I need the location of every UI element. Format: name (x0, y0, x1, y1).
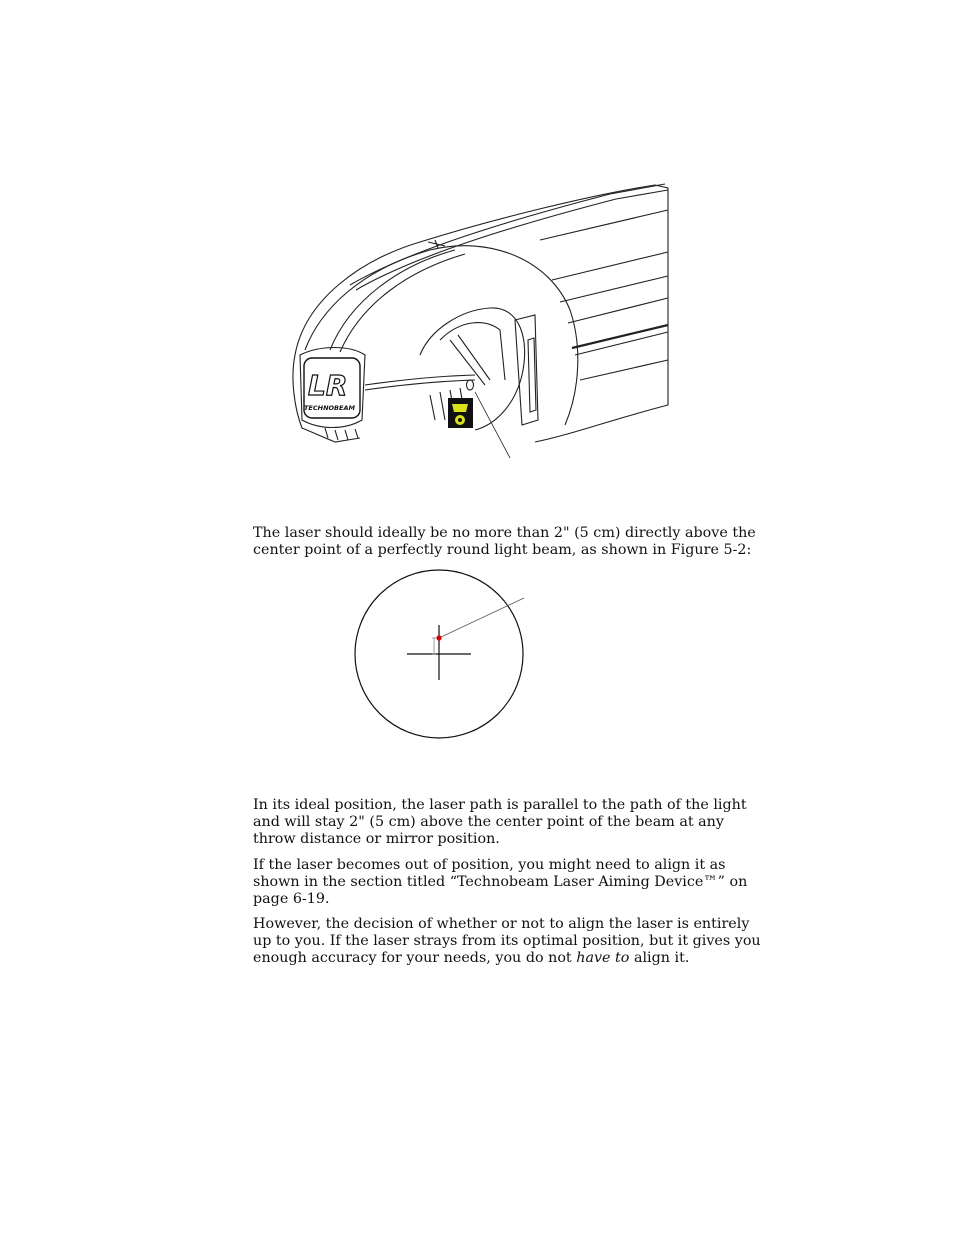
lr-logo-monogram: LR (308, 369, 348, 402)
laser-leader-line (439, 598, 524, 638)
offset-dimension-mark (432, 638, 436, 654)
paragraph-text-before: However, the decision of whether or not to align the laser is entirely up to you. If the laser strays from its optimal position, but it gives you enough accuracy for your needs, you do not (253, 916, 761, 967)
laser-dot (436, 635, 441, 640)
paragraph-alignment-decision (253, 916, 763, 968)
paragraph-text-after: align it. (629, 950, 690, 967)
emphasis-have-to: have to (576, 950, 630, 967)
technobeam-logo-text: TECHNOBEAM (304, 404, 355, 412)
paragraph-out-of-position: If the laser becomes out of position, you might need to align it as shown in the section titled “Technobeam Laser Aiming Device™” on page 6-19. (253, 857, 748, 908)
paragraph-ideal-position: In its ideal position, the laser path is parallel to the path of the light and will stay 2" (5 cm) above the center point of the beam at any throw distance or mirror position. (253, 797, 747, 848)
beam-alignment-diagram (350, 565, 530, 745)
technobeam-fixture-illustration (290, 180, 680, 465)
paragraph-laser-position: The laser should ideally be no more than 2" (5 cm) directly above the center point of a perfectly round light beam, as shown in Figure 5-2: (253, 525, 756, 559)
